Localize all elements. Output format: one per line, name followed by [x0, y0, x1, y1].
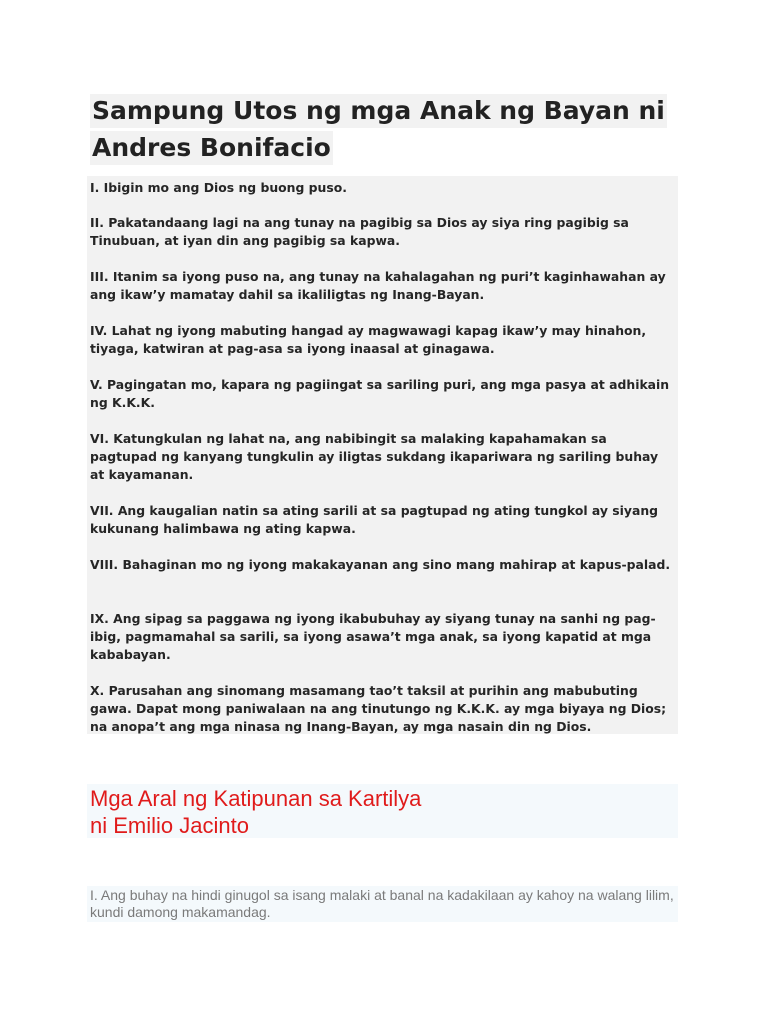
section2-title-line-2: ni Emilio Jacinto [90, 813, 249, 838]
rule-item-6: VI. Katungkulan ng lahat na, ang nabibingit sa malaking kapahamakan sa pagtupad ng kanyang tungkulin ay iligtas sukdang ikapariwara ng sariling buhay at kayamanan. [90, 431, 659, 482]
rule-item-3: III. Itanim sa iyong puso na, ang tunay na kahalagahan ng puri’t kaginhawahan ay ang ikaw’y mamatay dahil sa ikaliligtas ng Inang-Bayan. [90, 269, 666, 302]
page-title-line-2: Andres Bonifacio [90, 131, 333, 165]
rule-item-10: X. Parusahan ang sinomang masamang tao’t taksil at purihin ang mabubuting gawa. Dapat mong paniwalaan na ang tinutungo ng K.K.K. ay mga biyaya ng Dios; na anopa’t ang mga ninasa ng Inang-Bayan, ay mga nasain din ng Dios. [90, 683, 667, 734]
lesson-item-1: I. Ang buhay na hindi ginugol sa isang malaki at banal na kadakilaan ay kahoy na walang lilim, kundi damong makamandag. [90, 887, 674, 920]
rule-item-1: I. Ibigin mo ang Dios ng buong puso. [90, 180, 347, 195]
rule-item-2: II. Pakatandaang lagi na ang tunay na pagibig sa Dios ay siya ring pagibig sa Tinubuan, at iyan din ang pagibig sa kapwa. [90, 215, 629, 248]
rule-item-5: V. Pagingatan mo, kapara ng pagiingat sa sariling puri, ang mga pasya at adhikain ng K.K.K. [90, 377, 670, 410]
section2-title-line-1: Mga Aral ng Katipunan sa Kartilya [90, 786, 422, 811]
page-title-line-1: Sampung Utos ng mga Anak ng Bayan ni [90, 94, 667, 128]
rule-item-4: IV. Lahat ng iyong mabuting hangad ay magwawagi kapag ikaw’y may hinahon, tiyaga, katwiran at pag-asa sa iyong inaasal at ginagawa. [90, 323, 647, 356]
rule-item-8: VIII. Bahaginan mo ng iyong makakayanan ang sino mang mahirap at kapus-palad. [90, 557, 671, 572]
rule-item-7: VII. Ang kaugalian natin sa ating sarili at sa pagtupad ng ating tungkol ay siyang kukunang halimbawa ng ating kapwa. [90, 503, 659, 536]
rule-item-9: IX. Ang sipag sa paggawa ng iyong ikabubuhay ay siyang tunay na sanhi ng pag-ibig, pagmamahal sa sarili, sa iyong asawa’t mga anak, sa iyong kapatid at mga kababayan. [90, 611, 656, 662]
